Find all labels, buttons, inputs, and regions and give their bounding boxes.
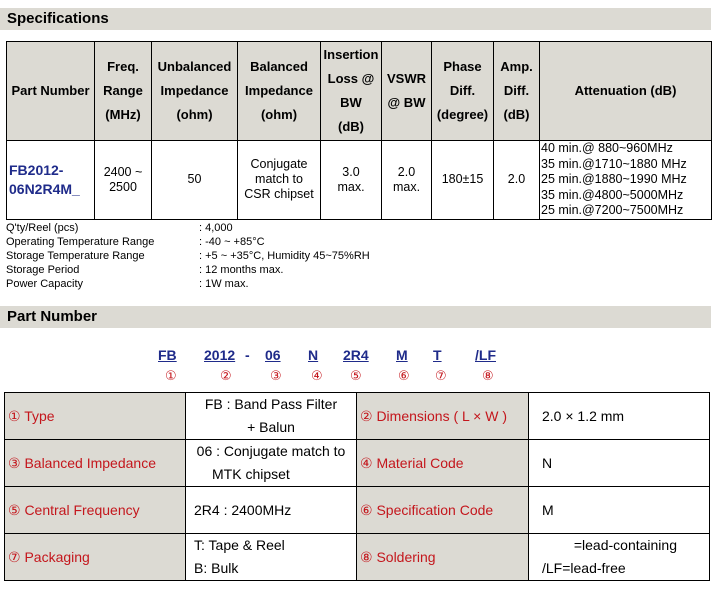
cell-unbalanced-impedance: 50 (152, 141, 238, 220)
code-segment-spec: M (396, 347, 408, 363)
cell-phase-diff: 180±15 (432, 141, 494, 220)
code-segment-impedance: 06 (265, 347, 281, 363)
value-material-code: N (529, 440, 710, 487)
code-number-1: ① (165, 368, 177, 383)
label-dimensions: ② Dimensions ( L × W ) (357, 393, 529, 440)
label-packaging: ⑦ Packaging (5, 534, 186, 581)
code-segment-packaging: T (433, 347, 442, 363)
part-number-title: Part Number (7, 308, 98, 325)
misc-row-operating-temp: Operating Temperature Range : -40 ~ +85°C (6, 236, 265, 248)
cell-amp-diff: 2.0 (494, 141, 540, 220)
misc-row-storage-period: Storage Period : 12 months max. (6, 264, 284, 276)
header-phase-diff: Phase Diff. (degree) (432, 42, 494, 141)
header-freq-range: Freq. Range (MHz) (95, 42, 152, 141)
pn-row-type (5, 393, 710, 440)
pn-row-packaging (5, 534, 710, 581)
specifications-table (6, 41, 712, 220)
code-number-5: ⑤ (350, 368, 362, 383)
specifications-header-bar (0, 8, 711, 30)
label-specification-code: ⑥ Specification Code (357, 487, 529, 534)
label-material-code: ④ Material Code (357, 440, 529, 487)
code-number-7: ⑦ (435, 368, 447, 383)
header-attenuation: Attenuation (dB) (540, 42, 712, 141)
header-unbalanced-impedance: Unbalanced Impedance (ohm) (152, 42, 238, 141)
label-soldering: ⑧ Soldering (357, 534, 529, 581)
cell-freq-range: 2400 ~ 2500 (95, 141, 152, 220)
header-amp-diff: Amp. Diff. (dB) (494, 42, 540, 141)
misc-row-storage-temp: Storage Temperature Range : +5 ~ +35°C, Humidity 45~75%RH (6, 250, 370, 262)
misc-row-qty-reel: Q'ty/Reel (pcs) : 4,000 (6, 222, 233, 234)
code-number-8: ⑧ (482, 368, 494, 383)
header-vswr: VSWR @ BW (382, 42, 432, 141)
pn-row-central-frequency (5, 487, 710, 534)
label-central-frequency: ⑤ Central Frequency (5, 487, 186, 534)
code-segment-dash: - (245, 347, 250, 363)
value-specification-code: M (529, 487, 710, 534)
code-segment-material: N (308, 347, 319, 363)
value-dimensions: 2.0 × 1.2 mm (529, 393, 710, 440)
cell-insertion-loss: 3.0 max. (321, 141, 382, 220)
misc-info-list (6, 221, 506, 291)
code-segment-dimension: 2012 (204, 347, 236, 363)
value-packaging: T: Tape & Reel B: Bulk (186, 534, 357, 581)
value-soldering: =lead-containing /LF=lead-free (529, 534, 710, 581)
label-type: ① Type (5, 393, 186, 440)
part-number-header-bar (0, 306, 711, 328)
code-segment-series: FB (158, 347, 177, 363)
code-segment-frequency: 2R4 (343, 347, 369, 363)
code-number-2: ② (220, 368, 232, 383)
header-insertion-loss: Insertion Loss @ BW (dB) (321, 42, 382, 141)
cell-balanced-impedance: Conjugate match to CSR chipset (238, 141, 321, 220)
cell-attenuation: 40 min.@ 880~960MHz 35 min.@1710~1880 MHz 25 min.@1880~1990 MHz 35 min.@4800~5000MHz 25 min.@7200~7500MHz (540, 141, 712, 220)
misc-row-power-capacity: Power Capacity : 1W max. (6, 278, 249, 290)
code-number-6: ⑥ (398, 368, 410, 383)
spec-data-row (7, 141, 712, 220)
label-balanced-impedance: ③ Balanced Impedance (5, 440, 186, 487)
header-part-number: Part Number (7, 42, 95, 141)
cell-part-number: FB2012- 06N2R4M_ (7, 141, 95, 220)
value-type: FB : Band Pass Filter + Balun (186, 393, 357, 440)
part-number-table (4, 392, 710, 581)
value-central-frequency: 2R4 : 2400MHz (186, 487, 357, 534)
pn-row-balanced-impedance (5, 440, 710, 487)
value-balanced-impedance: 06 : Conjugate match to MTK chipset (186, 440, 357, 487)
header-balanced-impedance: Balanced Impedance (ohm) (238, 42, 321, 141)
cell-vswr: 2.0 max. (382, 141, 432, 220)
specifications-title: Specifications (7, 10, 109, 27)
code-number-4: ④ (311, 368, 323, 383)
spec-header-row (7, 42, 712, 141)
code-segment-soldering: /LF (475, 347, 496, 363)
code-number-3: ③ (270, 368, 282, 383)
